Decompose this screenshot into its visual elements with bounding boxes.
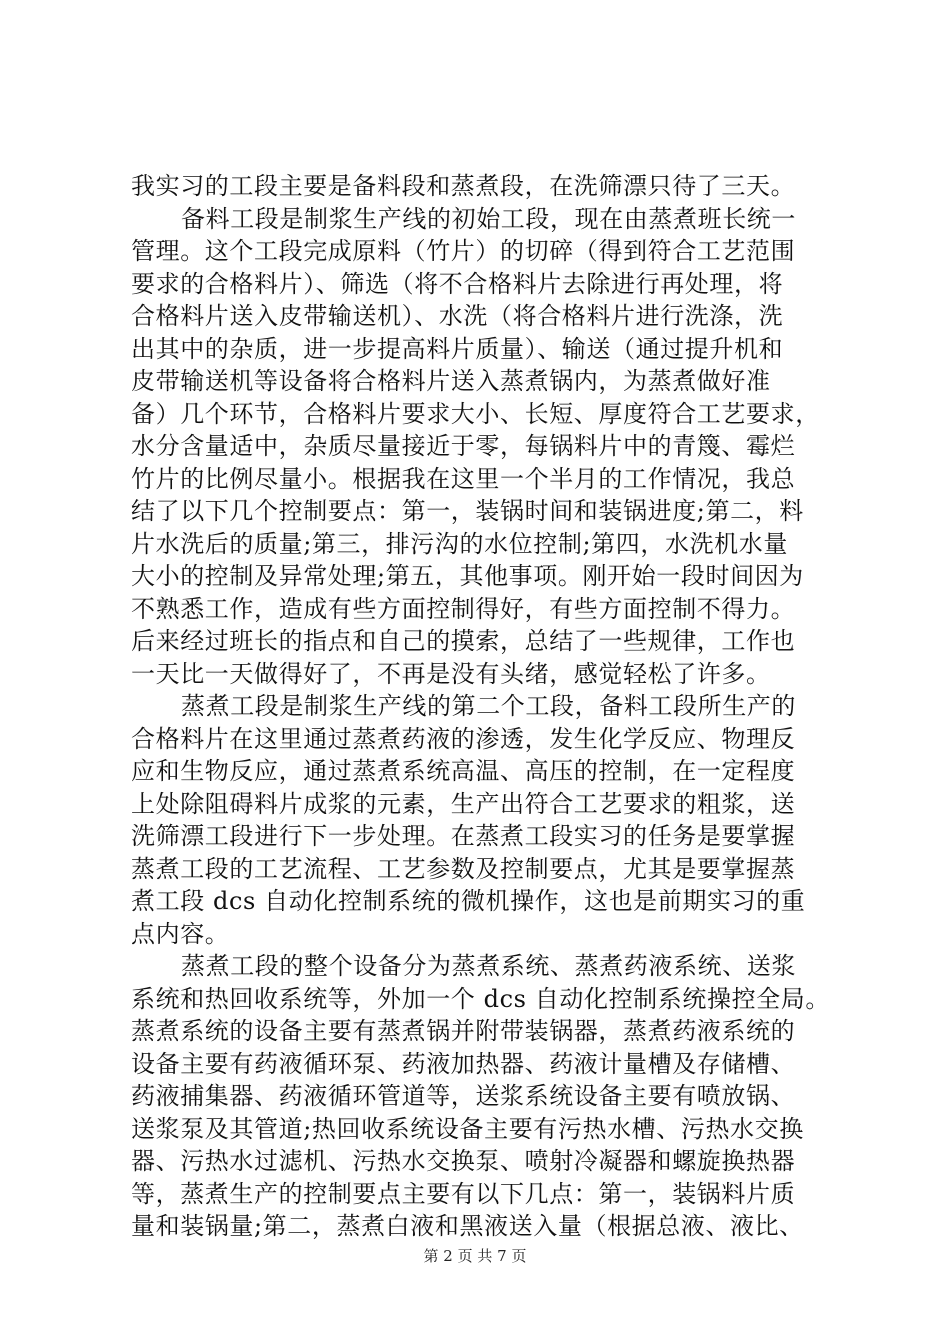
text-line: 一天比一天做得好了，不再是没有头绪，感觉轻松了许多。 — [131, 659, 771, 688]
text-line: 出其中的杂质，进一步提高料片质量）、输送（通过提升机和 — [131, 334, 784, 363]
text-line: 大小的控制及异常处理;第五，其他事项。刚开始一段时间因为 — [131, 562, 804, 590]
text-line: 上处除阻碍料片成浆的元素，生产出符合工艺要求的粗浆，送 — [131, 789, 796, 818]
text-line: 后来经过班长的指点和自己的摸索，总结了一些规律，工作也 — [131, 627, 796, 655]
text-line: 备）几个环节，合格料片要求大小、长短、厚度符合工艺要求， — [131, 399, 820, 428]
page-footer: 第 2 页 共 7 页 — [423, 1247, 527, 1265]
text-line: 水分含量适中，杂质尽量接近于零，每锅料片中的青篾、霉烂 — [131, 432, 796, 460]
text-line: 蒸煮工段的整个设备分为蒸煮系统、蒸煮药液系统、送浆 — [181, 952, 796, 980]
text-line: 洗筛漂工段进行下一步处理。在蒸煮工段实习的任务是要掌握 — [131, 822, 796, 850]
text-line: 等，蒸煮生产的控制要点主要有以下几点：第一，装锅料片质 — [131, 1179, 796, 1208]
text-line: 煮工段 dcs 自动化控制系统的微机操作，这也是前期实习的重 — [131, 887, 806, 915]
text-line: 竹片的比例尽量小。根据我在这里一个半月的工作情况，我总 — [131, 464, 796, 493]
text-line: 量和装锅量;第二，蒸煮白液和黑液送入量（根据总液、液比、 — [131, 1212, 804, 1240]
text-line: 蒸煮工段是制浆生产线的第二个工段，备料工段所生产的 — [181, 692, 796, 720]
text-line: 系统和热回收系统等，外加一个 dcs 自动化控制系统操控全局。 — [131, 984, 830, 1013]
text-line: 点内容。 — [131, 919, 230, 948]
text-line: 结了以下几个控制要点：第一，装锅时间和装锅进度;第二，料 — [131, 497, 804, 525]
text-line: 送浆泵及其管道;热回收系统设备主要有污热水槽、污热水交换 — [131, 1114, 804, 1143]
text-line: 合格料片在这里通过蒸煮药液的渗透，发生化学反应、物理反 — [131, 724, 796, 753]
text-line: 备料工段是制浆生产线的初始工段，现在由蒸煮班长统一 — [181, 204, 796, 233]
text-line: 药液捕集器、药液循环管道等，送浆系统设备主要有喷放锅、 — [131, 1082, 796, 1110]
text-line: 设备主要有药液循环泵、药液加热器、药液计量槽及存储槽、 — [131, 1049, 796, 1078]
text-line: 要求的合格料片）、筛选（将不合格料片去除进行再处理，将 — [131, 269, 784, 298]
text-line: 片水洗后的质量;第三，排污沟的水位控制;第四，水洗机水量 — [131, 529, 788, 558]
text-line: 管理。这个工段完成原料（竹片）的切碎（得到符合工艺范围 — [131, 237, 796, 265]
body-text — [131, 170, 831, 1243]
text-line: 蒸煮系统的设备主要有蒸煮锅并附带装锅器，蒸煮药液系统的 — [131, 1017, 796, 1045]
text-line: 合格料片送入皮带输送机）、水洗（将合格料片进行洗涤，洗 — [131, 302, 784, 330]
text-line: 应和生物反应，通过蒸煮系统高温、高压的控制，在一定程度 — [131, 757, 796, 785]
text-line: 不熟悉工作，造成有些方面控制得好，有些方面控制不得力。 — [131, 594, 796, 623]
text-line: 我实习的工段主要是备料段和蒸煮段，在洗筛漂只待了三天。 — [131, 172, 796, 200]
text-line: 皮带输送机等设备将合格料片送入蒸煮锅内，为蒸煮做好准 — [131, 367, 771, 395]
text-line: 蒸煮工段的工艺流程、工艺参数及控制要点，尤其是要掌握蒸 — [131, 854, 796, 883]
text-line: 器、污热水过滤机、污热水交换泵、喷射冷凝器和螺旋换热器 — [131, 1147, 796, 1175]
